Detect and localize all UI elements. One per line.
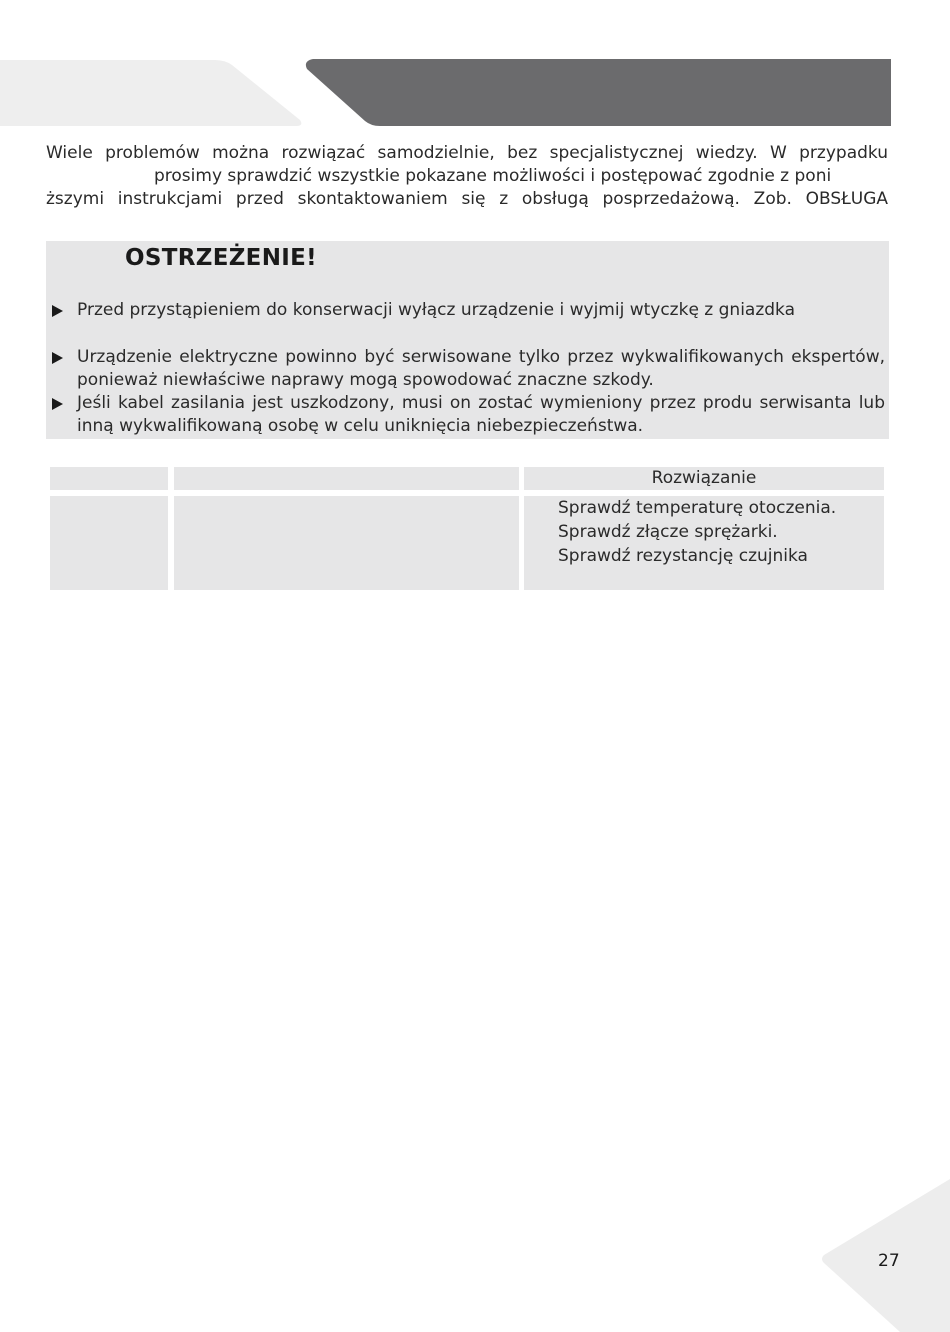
intro-paragraph (46, 142, 888, 211)
warning-title: OSTRZEŻENIE! (125, 245, 317, 271)
warning-item-text: Przed przystąpieniem do konserwacji wyłącz urządzenie i wyjmij wtyczkę z gniazdka (77, 300, 796, 320)
warning-item (52, 299, 885, 322)
solution-list (558, 496, 836, 568)
intro-line-2: prosimy sprawdzić wszystkie pokazane możliwości i postępować zgodnie z poni (154, 166, 832, 186)
table-header-cell (174, 467, 519, 490)
warning-item (52, 392, 885, 438)
page-number: 27 (878, 1251, 900, 1271)
header-banner-left (0, 60, 305, 126)
warning-box (46, 241, 889, 439)
solution-item: Sprawdź rezystancję czujnika (558, 546, 808, 566)
warning-item-text: Urządzenie elektryczne powinno być serwisowane tylko przez wykwalifikowanych ekspertów, ponieważ niewłaściwe naprawy mogą spowodować znaczne szkody. (77, 347, 885, 390)
solution-item: Sprawdź temperaturę otoczenia. (558, 498, 837, 518)
table-cell-solutions (524, 496, 884, 590)
triangle-bullet-icon (52, 352, 63, 364)
warning-item (52, 346, 885, 392)
intro-line-3: ższymi instrukcjami przed skontaktowaniem się z obsługą posprzedażową. Zob. OBSŁUGA (46, 189, 888, 209)
triangle-bullet-icon (52, 305, 63, 317)
table-cell (50, 496, 168, 590)
solution-header-label: Rozwiązanie (651, 468, 757, 488)
table-header-cell (50, 467, 168, 490)
intro-line-1: Wiele problemów można rozwiązać samodzielnie, bez specjalistycznej wiedzy. W przypadku (46, 143, 888, 163)
warning-item-text: Jeśli kabel zasilania jest uszkodzony, musi on zostać wymieniony przez produ serwisanta lub inną wykwalifikowaną osobę w celu uniknięcia niebezpieczeństwa. (77, 393, 885, 436)
header-banner-right (305, 59, 891, 126)
table-cell (174, 496, 519, 590)
solution-item: Sprawdź złącze sprężarki. (558, 522, 778, 542)
triangle-bullet-icon (52, 398, 63, 410)
warning-list (52, 299, 885, 438)
table-header-solution (524, 467, 884, 490)
